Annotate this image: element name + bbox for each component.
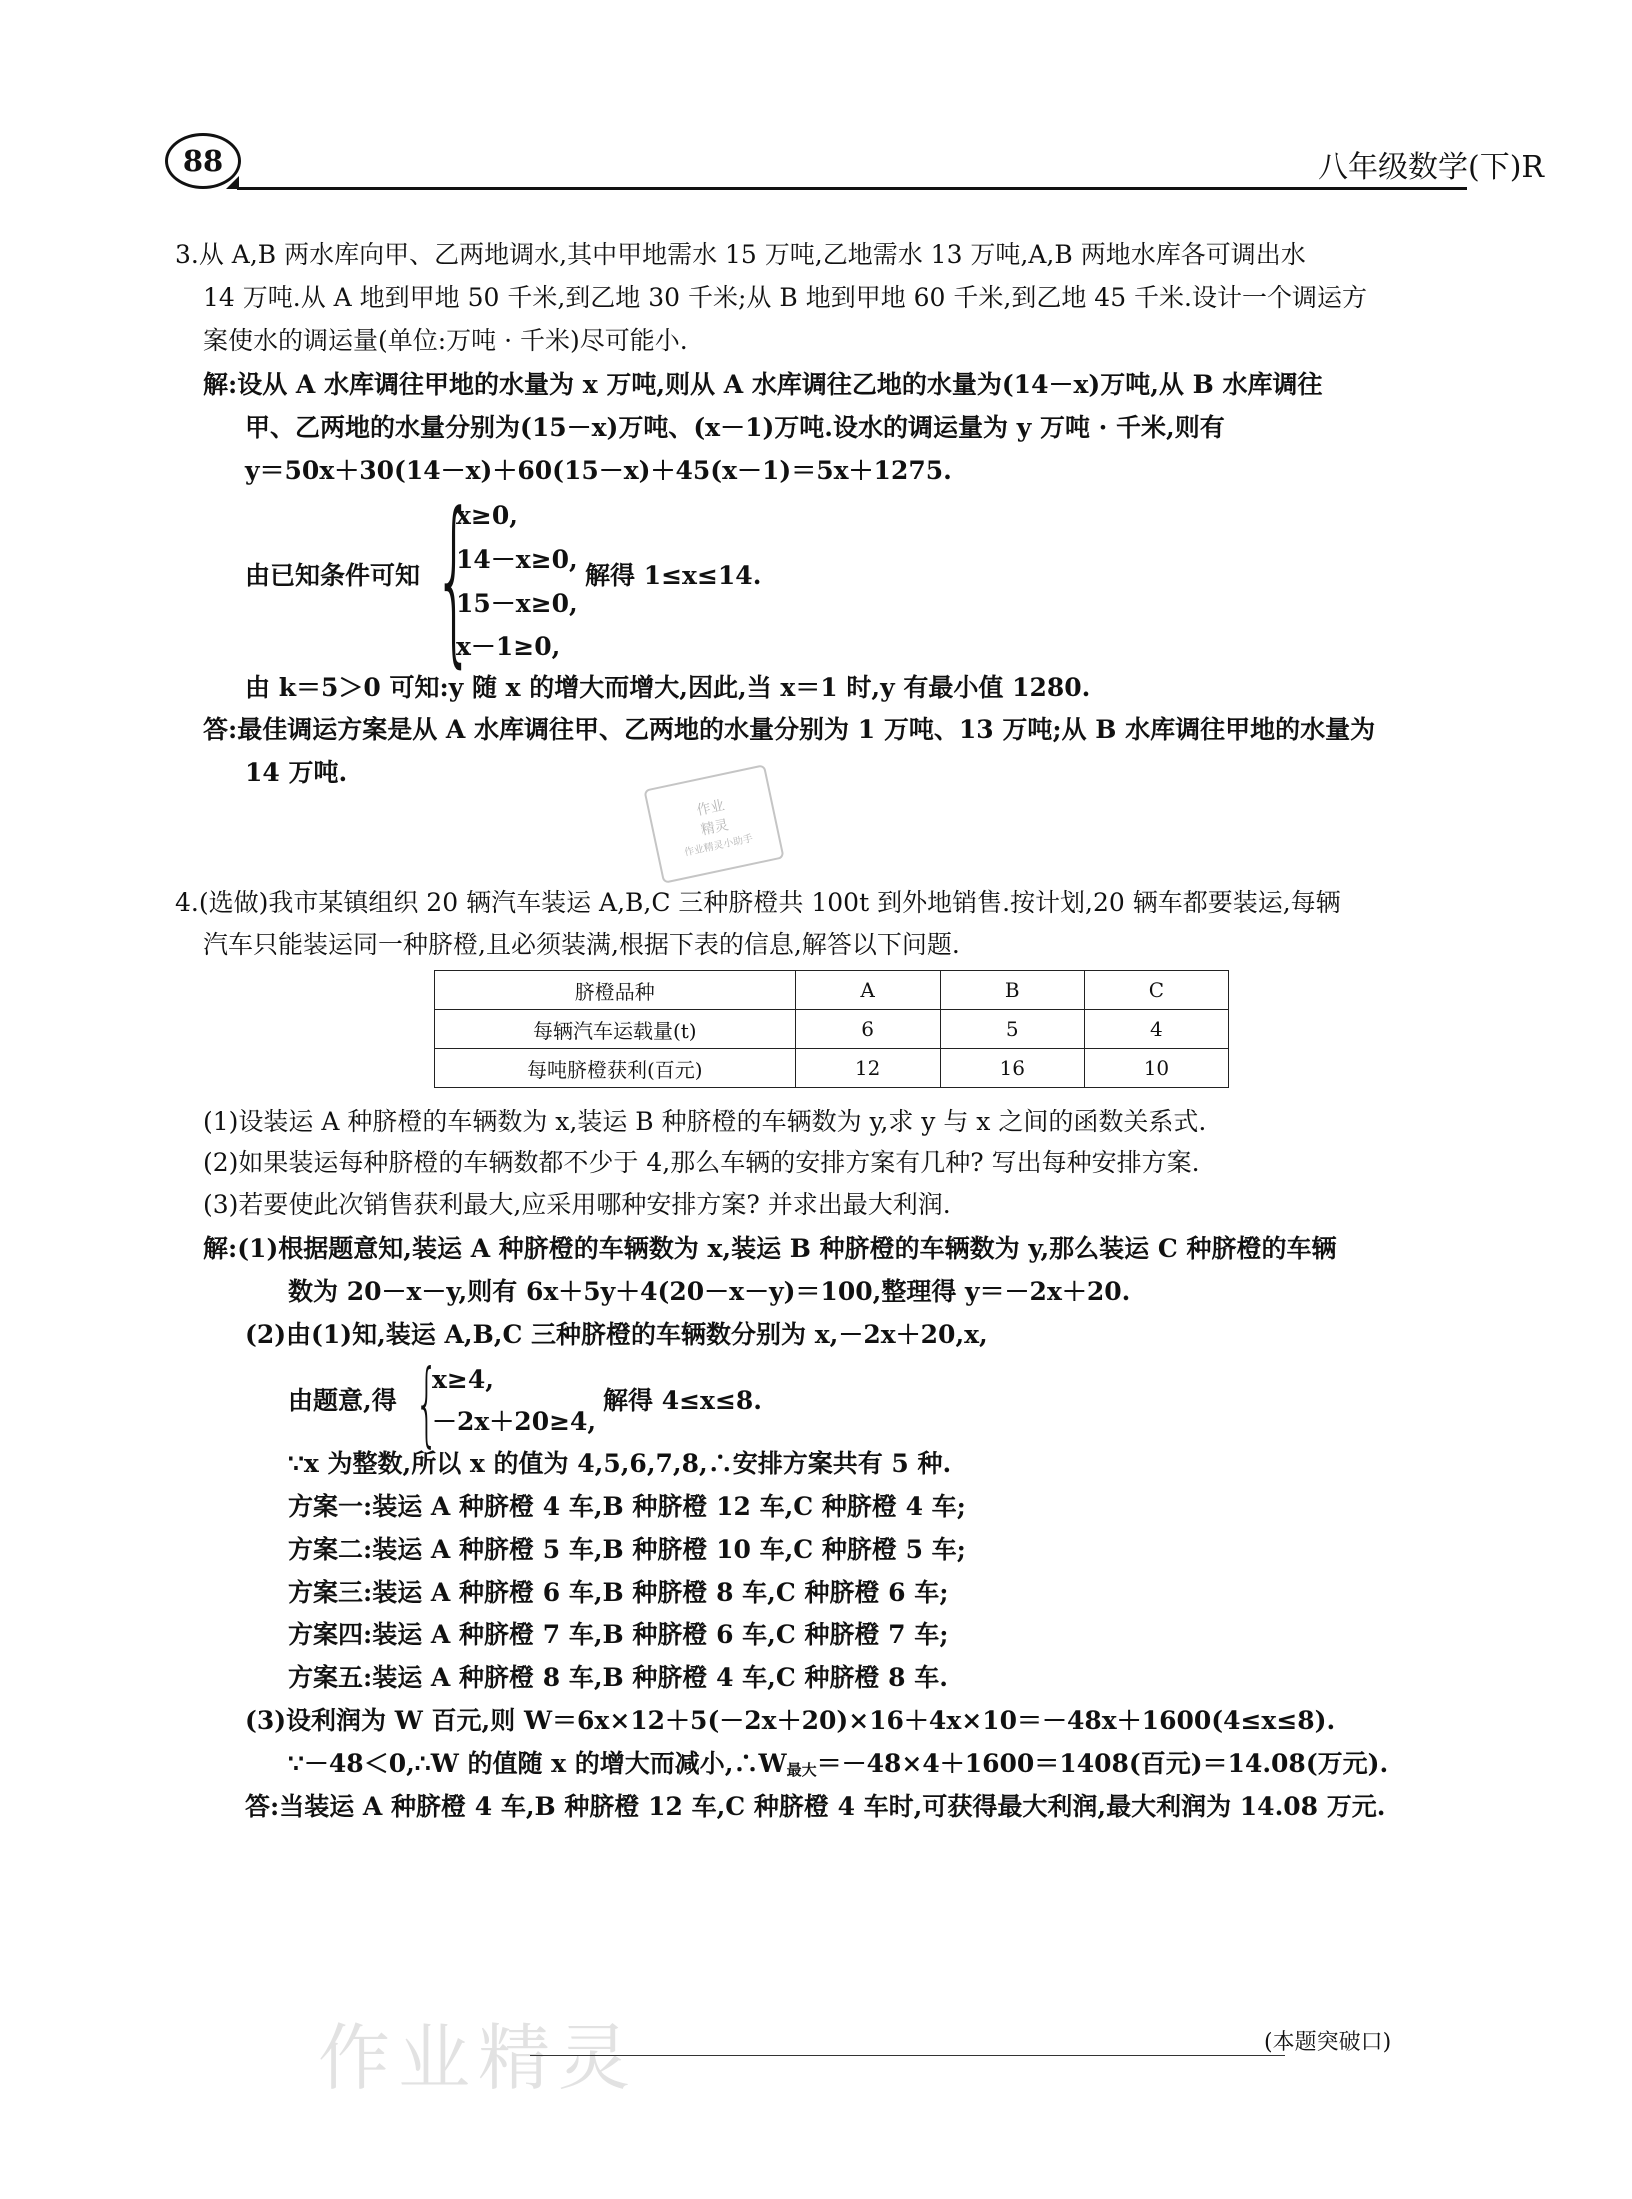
stamp-text-3: 作业精灵小助手 (683, 832, 754, 859)
q3-stem-line-3: 案使水的调运量(单位:万吨 · 千米)尽可能小. (203, 326, 688, 355)
q4-sol3-line-2 (288, 1751, 1388, 1778)
book-title: 八年级数学(下)R (1318, 150, 1544, 185)
q4-integer-note: ∵x 为整数,所以 x 的值为 4,5,6,7,8,∴安排方案共有 5 种. (288, 1449, 952, 1478)
q4-plan-5: 方案五:装运 A 种脐橙 8 车,B 种脐橙 4 车,C 种脐橙 8 车. (288, 1663, 948, 1692)
q3-solution-line-3: y＝50x＋30(14－x)＋60(15－x)＋45(x－1)＝5x＋1275. (245, 456, 952, 485)
page-number: 88 (165, 133, 241, 189)
q3-system-brace: { (434, 475, 475, 684)
q4-plan-1: 方案一:装运 A 种脐橙 4 车,B 种脐橙 12 车,C 种脐橙 4 车; (288, 1492, 966, 1521)
sol3-text-a: ∵－48＜0,∴W 的值随 x 的增大而减小,∴W (288, 1749, 787, 1778)
q4-system-result: 解得 4≤x≤8. (603, 1386, 762, 1415)
q4-stem-line-2: 汽车只能装运同一种脐橙,且必须装满,根据下表的信息,解答以下问题. (203, 930, 960, 959)
q4-sol2-prefix: 由题意,得 (288, 1386, 397, 1415)
table-cell: 6 (795, 1010, 940, 1049)
q4-plan-4: 方案四:装运 A 种脐橙 7 车,B 种脐橙 6 车,C 种脐橙 7 车; (288, 1620, 949, 1649)
sol3-subscript: 最大 (786, 1761, 817, 1779)
watermark: 作业精灵 (318, 2016, 639, 2100)
table-header-cell: B (940, 971, 1084, 1010)
orange-info-table (434, 970, 1229, 1088)
q3-system-line-1: x≥0, (456, 501, 518, 530)
table-header-cell: 脐橙品种 (435, 971, 796, 1010)
q4-question-2: (2)如果装运每种脐橙的车辆数都不少于 4,那么车辆的安排方案有几种? 写出每种安排方案. (203, 1148, 1200, 1177)
q4-system-line-1: x≥4, (432, 1365, 494, 1394)
table-header-row (435, 971, 1229, 1010)
table-cell: 16 (940, 1049, 1084, 1088)
stamp-text-1: 作业 (695, 797, 726, 819)
q4-sol1-line-2: 数为 20－x－y,则有 6x＋5y＋4(20－x－y)＝100,整理得 y＝－2x＋20. (288, 1277, 1131, 1306)
table-cell: 每辆汽车运载量(t) (435, 1010, 796, 1049)
table-header-cell: C (1084, 971, 1228, 1010)
table-cell: 每吨脐橙获利(百元) (435, 1049, 796, 1088)
q4-sol1-line-1: 解:(1)根据题意知,装运 A 种脐橙的车辆数为 x,装运 B 种脐橙的车辆数为 y,那么装运 C 种脐橙的车辆 (203, 1234, 1337, 1263)
q3-answer-line-1: 答:最佳调运方案是从 A 水库调往甲、乙两地的水量分别为 1 万吨、13 万吨;从 B 水库调往甲地的水量为 (203, 715, 1376, 744)
q4-question-3: (3)若要使此次销售获利最大,应采用哪种安排方案? 并求出最大利润. (203, 1190, 951, 1219)
q4-plan-2: 方案二:装运 A 种脐橙 5 车,B 种脐橙 10 车,C 种脐橙 5 车; (288, 1535, 966, 1564)
q3-system-line-4: x－1≥0, (456, 632, 561, 661)
footer-label: (本题突破口) (1264, 2030, 1392, 2055)
q4-sol3-line-1: (3)设利润为 W 百元,则 W＝6x×12＋5(－2x＋20)×16＋4x×10＝－48x＋1600(4≤x≤8). (245, 1706, 1336, 1735)
q4-plan-3: 方案三:装运 A 种脐橙 6 车,B 种脐橙 8 车,C 种脐橙 6 车; (288, 1578, 949, 1607)
stamp-text-2: 精灵 (699, 816, 731, 839)
q4-answer: 答:当装运 A 种脐橙 4 车,B 种脐橙 12 车,C 种脐橙 4 车时,可获得最大利润,最大利润为 14.08 万元. (245, 1792, 1386, 1821)
table-cell: 10 (1084, 1049, 1228, 1088)
q3-conclusion: 由 k＝5＞0 可知:y 随 x 的增大而增大,因此,当 x＝1 时,y 有最小值 1280. (245, 673, 1091, 702)
zuoye-stamp (643, 764, 784, 884)
q3-solution-line-1: 解:设从 A 水库调往甲地的水量为 x 万吨,则从 A 水库调往乙地的水量为(14－x)万吨,从 B 水库调往 (203, 370, 1323, 399)
q3-answer-line-2: 14 万吨. (245, 758, 348, 787)
table-cell: 5 (940, 1010, 1084, 1049)
q3-system-line-3: 15－x≥0, (456, 589, 578, 618)
q3-solution-line-2: 甲、乙两地的水量分别为(15－x)万吨、(x－1)万吨.设水的调运量为 y 万吨 · 千米,则有 (245, 413, 1225, 442)
q4-system-line-2: －2x＋20≥4, (432, 1407, 597, 1436)
footer-rule (530, 2055, 1285, 2056)
table-row (435, 1010, 1229, 1049)
q3-stem-line-2: 14 万吨.从 A 地到甲地 50 千米,到乙地 30 千米;从 B 地到甲地 60 千米,到乙地 45 千米.设计一个调运方 (203, 283, 1368, 312)
table-cell: 4 (1084, 1010, 1228, 1049)
q4-stem-line-1: 4.(选做)我市某镇组织 20 辆汽车装运 A,B,C 三种脐橙共 100t 到外地销售.按计划,20 辆车都要装运,每辆 (175, 888, 1341, 917)
q3-system-result: 解得 1≤x≤14. (585, 561, 762, 590)
table-cell: 12 (795, 1049, 940, 1088)
q4-sol2-intro: (2)由(1)知,装运 A,B,C 三种脐橙的车辆数分别为 x,－2x＋20,x, (245, 1320, 988, 1349)
sol3-text-b: ＝－48×4＋1600＝1408(百元)＝14.08(万元). (816, 1749, 1389, 1778)
q4-question-1: (1)设装运 A 种脐橙的车辆数为 x,装运 B 种脐橙的车辆数为 y,求 y 与 x 之间的函数关系式. (203, 1107, 1207, 1136)
q3-system-line-2: 14－x≥0, (456, 545, 578, 574)
table-row (435, 1049, 1229, 1088)
q4-system-brace: { (415, 1350, 439, 1457)
q3-system-prefix: 由已知条件可知 (245, 561, 421, 590)
header-rule (237, 187, 1467, 190)
table-header-cell: A (795, 971, 940, 1010)
q3-stem-line-1: 3.从 A,B 两水库向甲、乙两地调水,其中甲地需水 15 万吨,乙地需水 13 万吨,A,B 两地水库各可调出水 (175, 240, 1306, 269)
